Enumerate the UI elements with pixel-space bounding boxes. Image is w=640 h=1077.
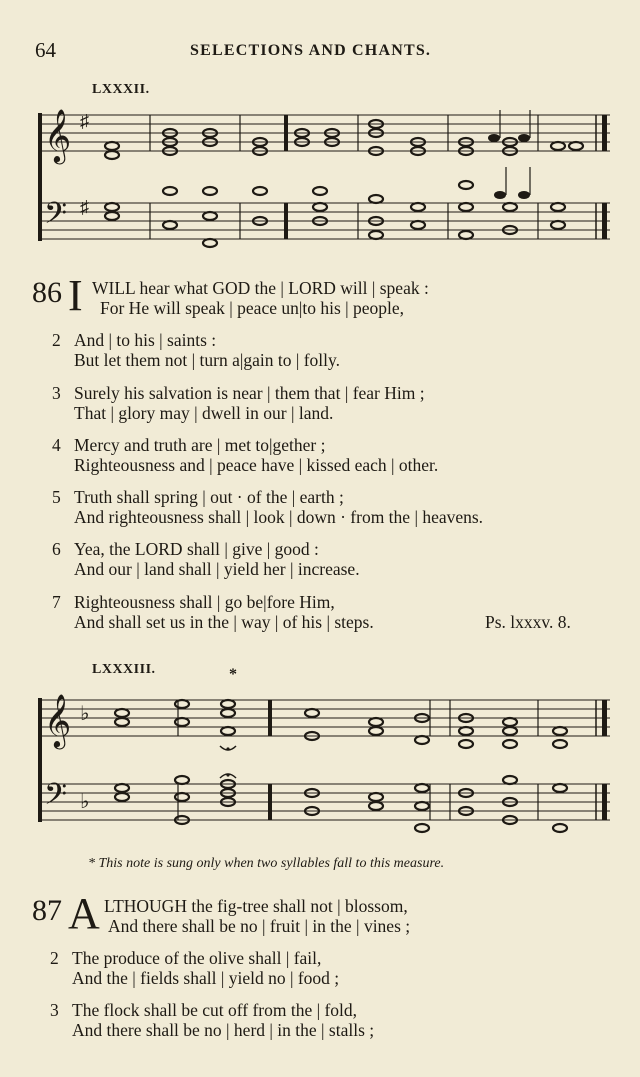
verse-number: 4 (52, 435, 61, 455)
music-score-lxxxii (30, 95, 620, 275)
svg-text:𝄢: 𝄢 (44, 197, 68, 238)
psalm-number-87: 87 (32, 894, 62, 927)
verse-number: 2 (50, 948, 59, 968)
verse-line: And righteousness shall | look | down · from the | heavens. (74, 507, 484, 527)
verse-line: The flock shall be cut off from the | fold, (72, 1000, 358, 1020)
verse-line: And our | land shall | yield her | increase. (74, 559, 360, 579)
verse-line: Mercy and truth are | met to|gether ; (74, 435, 326, 455)
page-number: 64 (35, 38, 56, 62)
asterisk-mark: * (229, 666, 237, 683)
chant-label-lxxxii: LXXXII. (92, 82, 150, 97)
svg-text:𝄞: 𝄞 (44, 108, 72, 162)
svg-text:𝄢: 𝄢 (44, 778, 68, 819)
verse-number: 5 (52, 487, 61, 507)
music-score-lxxxiii (30, 680, 620, 850)
running-title: SELECTIONS AND CHANTS. (190, 42, 432, 59)
verse-line: But let them not | turn a|gain to | folly. (74, 350, 341, 370)
verse-number: 6 (52, 539, 61, 559)
psalm86-line-2: For He will speak | peace un|to his | people, (100, 298, 405, 318)
drop-cap-a: A (68, 889, 100, 938)
verse-line: Righteousness shall | go be|fore Him, (74, 592, 335, 612)
verse-line: Yea, the LORD shall | give | good : (74, 539, 319, 559)
verse-line: And | to his | saints : (74, 330, 217, 350)
svg-text:𝄞: 𝄞 (44, 693, 72, 747)
verse-number: 7 (52, 592, 61, 612)
verse-line: And the | fields shall | yield no | food ; (72, 968, 340, 988)
verse-line: And there shall be no | herd | in the | stalls ; (72, 1020, 375, 1040)
psalm86-line-1: WILL hear what GOD the | LORD will | speak : (92, 278, 429, 298)
verse-line: Righteousness and | peace have | kissed each | other. (74, 455, 439, 475)
verse-line: The produce of the olive shall | fail, (72, 948, 322, 968)
verse-line: That | glory may | dwell in our | land. (74, 403, 334, 423)
svg-text:♭: ♭ (80, 703, 90, 725)
scripture-reference: Ps. lxxxv. 8. (485, 612, 571, 632)
verse-line: Truth shall spring | out · of the | earth ; (74, 487, 344, 507)
svg-text:♭: ♭ (80, 791, 90, 813)
psalm-number-86: 86 (32, 276, 62, 309)
psalm87-line-2: And there shall be no | fruit | in the | vines ; (108, 916, 411, 936)
svg-text:♯: ♯ (80, 197, 89, 217)
verse-line: Surely his salvation is near | them that | fear Him ; (74, 383, 425, 403)
verse-line: And shall set us in the | way | of his | steps. (74, 612, 374, 632)
footnote: * This note is sung only when two syllables fall to this measure. (88, 856, 445, 871)
verse-number: 2 (52, 330, 61, 350)
verse-number: 3 (52, 383, 61, 403)
verse-number: 3 (50, 1000, 59, 1020)
chant-label-lxxxiii: LXXXIII. (92, 662, 156, 677)
drop-cap-i: I (68, 271, 83, 320)
svg-text:♯: ♯ (80, 111, 89, 131)
psalm87-line-1: LTHOUGH the fig-tree shall not | blossom, (104, 896, 408, 916)
